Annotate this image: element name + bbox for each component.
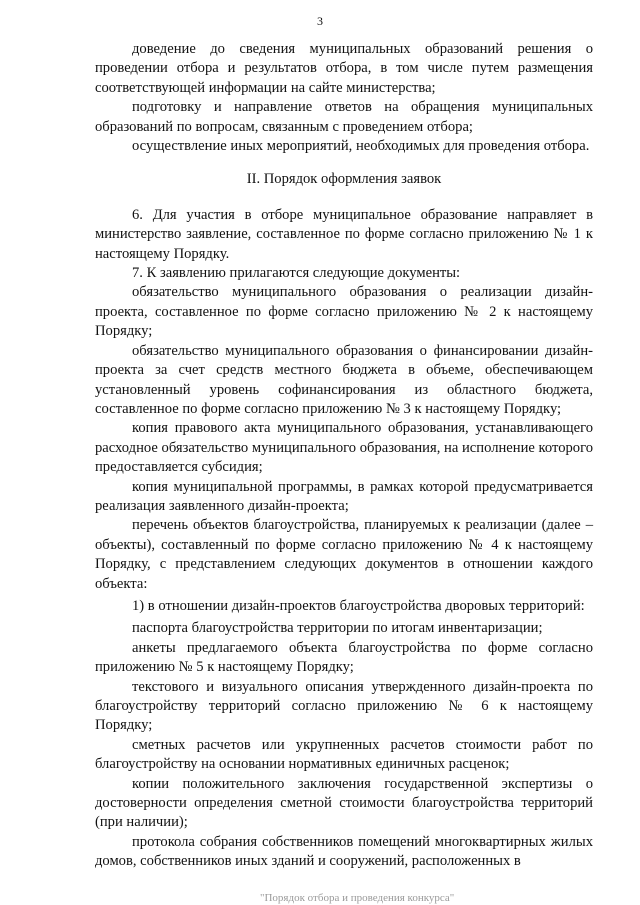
footer-fragment: "Порядок отбора и проведения конкурса" — [260, 892, 455, 904]
paragraph: 7. К заявлению прилагаются следующие документы: — [132, 265, 461, 282]
paragraph: анкеты предлагаемого объекта благоустройства по форме согласно приложению № 5 к настоящему Порядку; — [95, 639, 593, 676]
section-title: II. Порядок оформления заявок — [246, 171, 442, 188]
paragraph: текстового и визуального описания утвержденного дизайн-проекта по благоустройству территорий согласно приложению № 6 к настоящему Порядку; — [95, 678, 593, 734]
paragraph: перечень объектов благоустройства, планируемых к реализации (далее – объекты), составленный по форме согласно приложению № 4 к настоящему Порядку, с представлением следующих документов в отношении каждого объекта: — [95, 517, 593, 592]
paragraph: обязательство муниципального образования о реализации дизайн-проекта, составленное по форме согласно приложению № 2 к настоящему Порядку; — [95, 284, 593, 340]
paragraph: протокола собрания собственников помещений многоквартирных жилых домов, собственников иных зданий и сооружений, расположенных в — [95, 833, 593, 870]
paragraph: обязательство муниципального образования о финансировании дизайн-проекта за счет средств местного бюджета в объеме, обеспечивающем установленный уровень софинансирования из областного бюджета, составленное по форме согласно приложению № 3 к настоящему Порядку; — [95, 342, 593, 417]
paragraph: доведение до сведения муниципальных образований решения о проведении отбора и результатов отбора, в том числе путем размещения соответствующей информации на сайте министерства; — [95, 41, 593, 96]
paragraph: осуществление иных мероприятий, необходимых для проведения отбора. — [132, 138, 590, 155]
document-body — [95, 40, 593, 872]
paragraph: 1) в отношении дизайн-проектов благоустройства дворовых территорий: — [132, 597, 585, 614]
paragraph: копия правового акта муниципального образования, устанавливающего расходное обязательство муниципального образования, на исполнение которого предоставляется субсидия; — [95, 420, 593, 476]
paragraph: копия муниципальной программы, в рамках которой предусматривается реализация заявленного дизайн-проекта; — [95, 478, 593, 514]
paragraph: паспорта благоустройства территории по итогам инвентаризации; — [132, 620, 543, 637]
page-number: 3 — [317, 14, 323, 28]
paragraph: подготовку и направление ответов на обращения муниципальных образований по вопросам, связанным с проведением отбора; — [95, 99, 593, 135]
paragraph: копии положительного заключения государственной экспертизы о достоверности определения сметной стоимости благоустройства территорий (при наличии); — [95, 775, 593, 831]
paragraph: 6. Для участия в отборе муниципальное образование направляет в министерство заявление, составленное по форме согласно приложению № 1 к настоящему Порядку. — [95, 206, 593, 262]
paragraph: сметных расчетов или укрупненных расчетов стоимости работ по благоустройству на основании нормативных единичных расценок; — [95, 736, 593, 773]
